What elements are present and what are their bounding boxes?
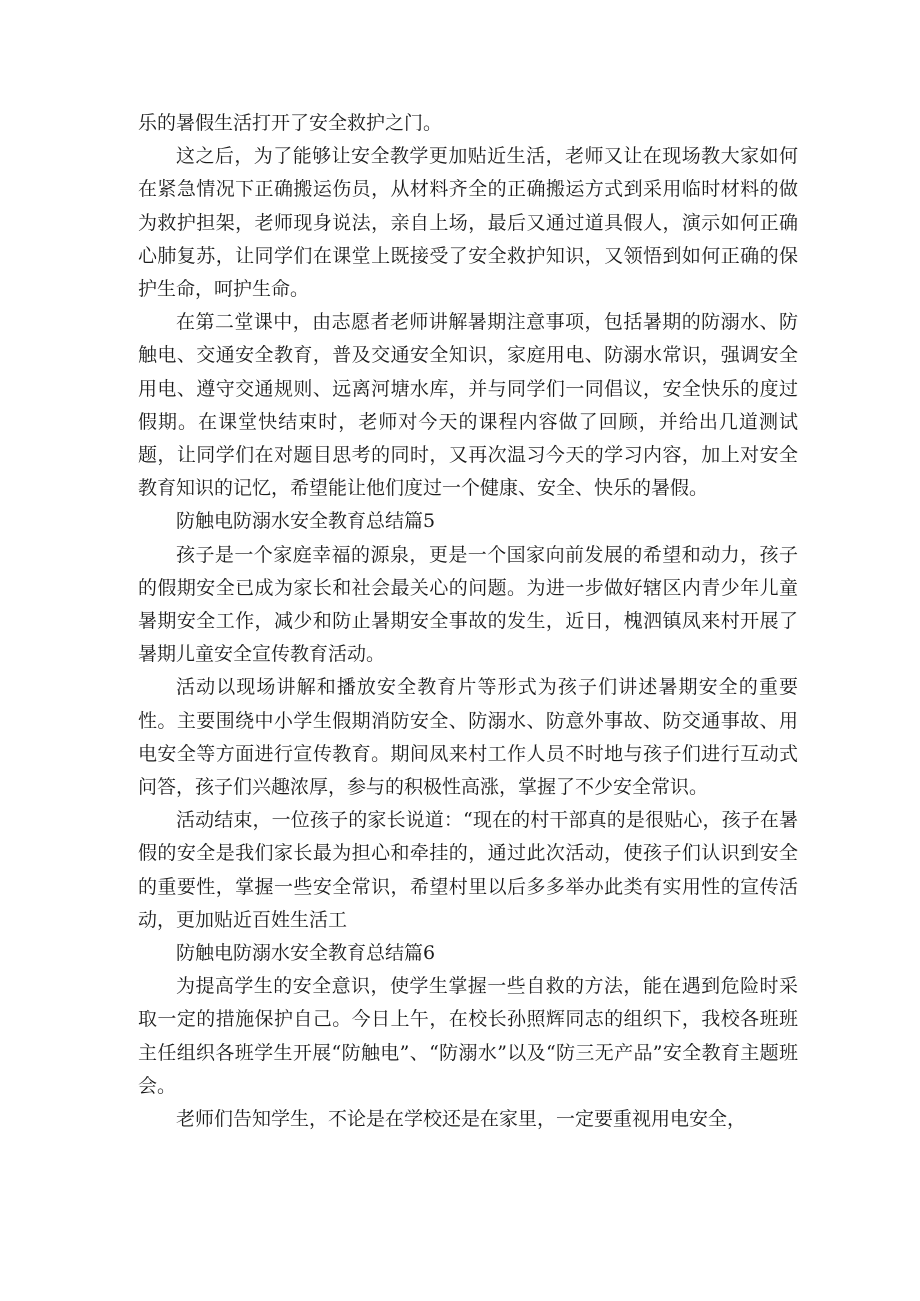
- section-heading-6: 防触电防溺水安全教育总结篇6: [176, 942, 436, 965]
- paragraph-5: 活动以现场讲解和播放安全教育片等形式为孩子们讲述暑期安全的重要性。主要围绕中小学生假期消防安全、防溺水、防意外事故、防交通事故、用电安全等方面进行宣传教育。期间凤来村工作人员不时地与孩子们进行互动式问答，孩子们兴趣浓厚，参与的积极性高涨，掌握了不少安全常识。: [138, 676, 798, 799]
- paragraph-7: 为提高学生的安全意识，使学生掌握一些自救的方法，能在遇到危险时采取一定的措施保护自己。今日上午，在校长孙照辉同志的组织下，我校各班班主任组织各班学生开展“防触电”、“防溺水”以及“防三无产品”安全教育主题班会。: [138, 975, 798, 1097]
- paragraph-3: 在第二堂课中，由志愿者老师讲解暑期注意事项，包括暑期的防溺水、防触电、交通安全教育，普及交通安全知识，家庭用电、防溺水常识，强调安全用电、遵守交通规则、远离河塘水库，并与同学们一同倡议，安全快乐的度过假期。在课堂快结束时，老师对今天的课程内容做了回顾，并给出几道测试题，让同学们在对题目思考的同时，又再次温习今天的学习内容，加上对安全教育知识的记忆，希望能让他们度过一个健康、安全、快乐的暑假。: [138, 311, 798, 500]
- paragraph-1: 乐的暑假生活打开了安全救护之门。: [138, 112, 443, 134]
- paragraph-4: 孩子是一个家庭幸福的源泉，更是一个国家向前发展的希望和动力，孩子的假期安全已成为家长和社会最关心的问题。为进一步做好辖区内青少年儿童暑期安全工作，减少和防止暑期安全事故的发生，近日，槐泗镇凤来村开展了暑期儿童安全宣传教育活动。: [138, 543, 798, 666]
- document-body: [138, 107, 798, 1136]
- paragraph-6: 活动结束，一位孩子的家长说道：“现在的村干部真的是很贴心，孩子在暑假的安全是我们家长最为担心和牵挂的，通过此次活动，使孩子们认识到安全的重要性，掌握一些安全常识，希望村里以后多多举办此类有实用性的宣传活动，更加贴近百姓生活工: [138, 809, 798, 931]
- section-heading-5: 防触电防溺水安全教育总结篇5: [176, 510, 436, 533]
- paragraph-8: 老师们告知学生，不论是在学校还是在家里，一定要重视用电安全，: [176, 1108, 747, 1131]
- paragraph-2: 这之后，为了能够让安全教学更加贴近生活，老师又让在现场教大家如何在紧急情况下正确搬运伤员，从材料齐全的正确搬运方式到采用临时材料的做为救护担架，老师现身说法，亲自上场，最后又通过道具假人，演示如何正确心肺复苏，让同学们在课堂上既接受了安全救护知识，又领悟到如何正确的保护生命，呵护生命。: [138, 145, 798, 301]
